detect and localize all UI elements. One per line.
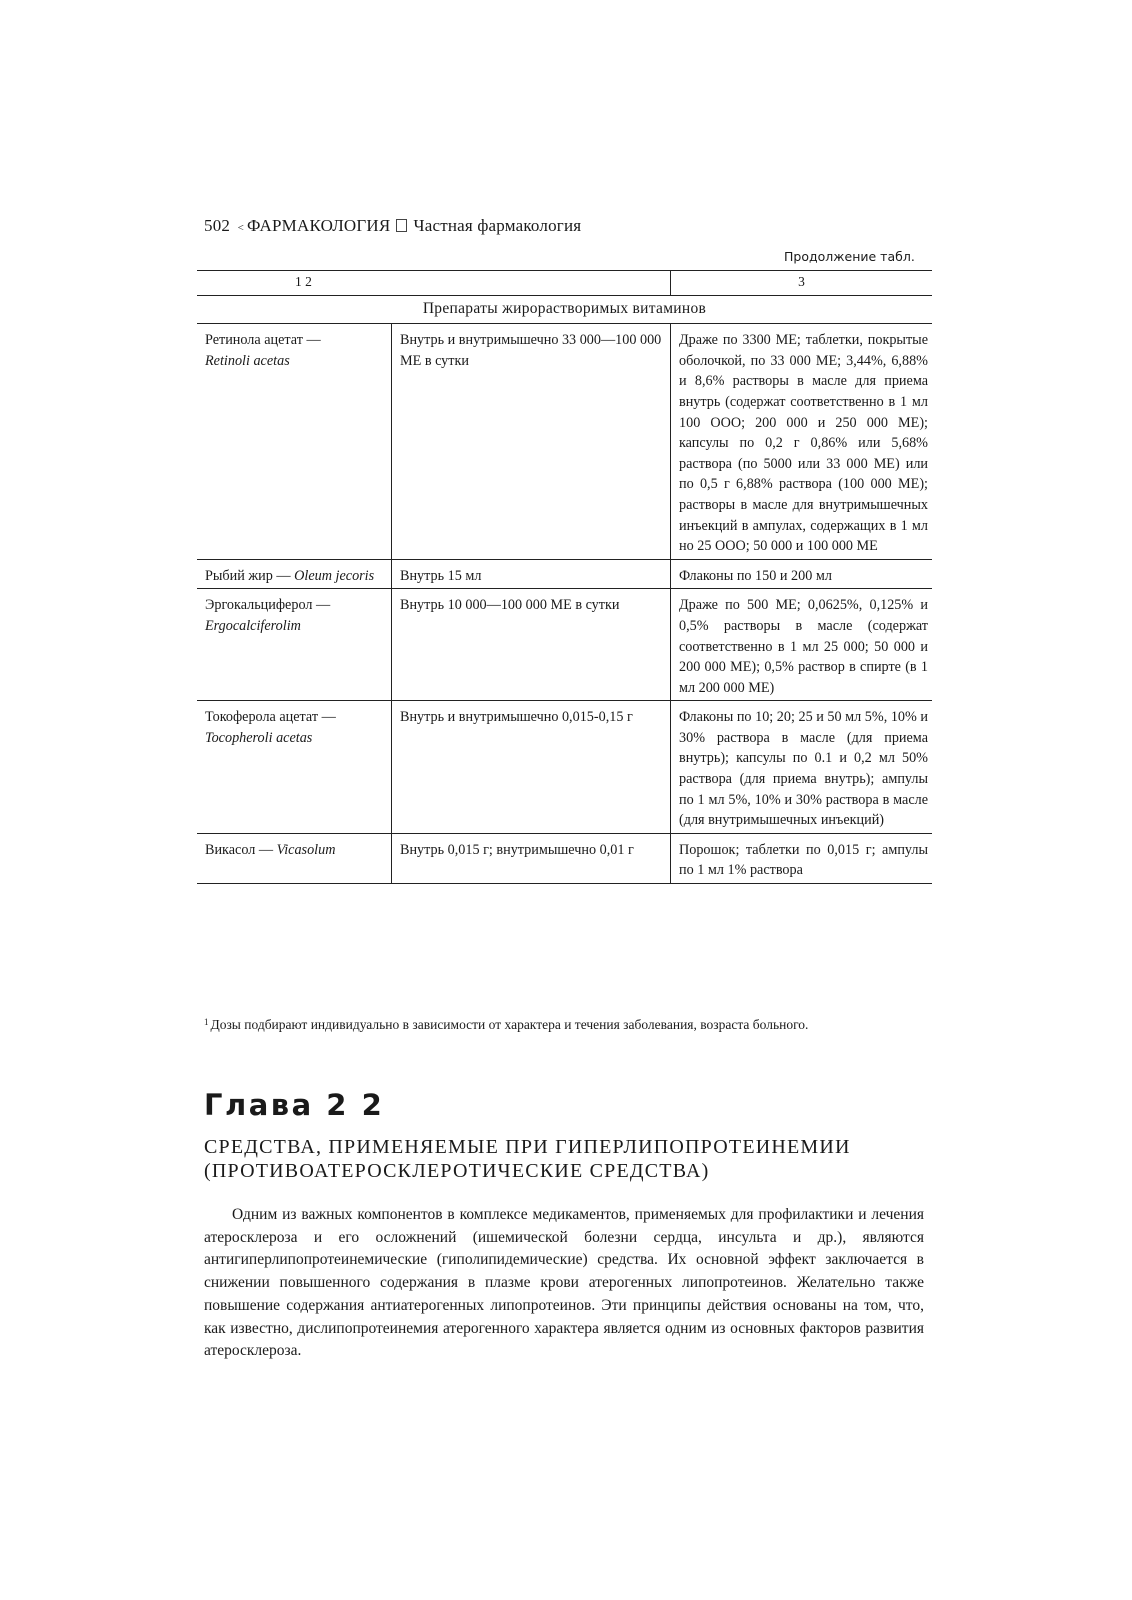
release-forms-cell: Флаконы по 10; 20; 25 и 50 мл 5%, 10% и 30% раствора в масле (для приема внутрь); капсулы по 0.1 и 0,2 мл 50% раствора (для приема внутрь); ампулы по 1 мл 5%, 10% и 30% раствора в масле (для внутримышечных инъекций): [671, 701, 933, 834]
section-title: Частная фармакология: [413, 216, 582, 235]
drug-name-cell: [197, 559, 392, 589]
dosage-cell: Внутрь и внутримышечно 33 000—100 000 МЕ в сутки: [392, 324, 671, 560]
book-title: ФАРМАКОЛОГИЯ: [246, 216, 391, 235]
drug-latin-name: Vicasolum: [276, 841, 336, 858]
drug-latin-name: Tocopheroli acetas: [205, 729, 313, 746]
drug-name: Викасол —: [205, 841, 274, 858]
table-header-row: [197, 271, 932, 296]
body-paragraph: Одним из важных компонентов в комплексе медикаментов, применяемых для профилактики и лечения атеросклероза и его осложнений (ишемической болезни сердца, инсульта и др.), являются антигиперлипопротеинемические (гиполипидемические) средства. Их основной эффект заключается в снижении повышенного содержания в плазме крови атерогенных липопротеинов. Желательно также повышение содержания антиатерогенных липопротеинов. Эти принципы действия основаны на том, что, как известно, дислипопротеинемия атерогенного характера является одним из основных факторов развития атеросклероза.: [204, 1206, 924, 1360]
table-section-row: [197, 295, 932, 324]
release-forms-cell: Флаконы по 150 и 200 мл: [671, 559, 933, 589]
drug-name: Эргокальциферол —: [205, 597, 331, 614]
table-header-col3: 3: [671, 271, 933, 296]
table-row: [197, 833, 932, 883]
drug-latin-name: Ergocalciferolim: [205, 617, 301, 634]
table-row: [197, 324, 932, 560]
footnote-text: Дозы подбирают индивидуально в зависимости от характера и течения заболевания, возраста больного.: [210, 1017, 809, 1032]
running-head: [204, 216, 581, 236]
drug-name-cell: [197, 833, 392, 883]
table-section-title: Препараты жирорастворимых витаминов: [197, 295, 932, 324]
drug-name: Ретинола ацетат —: [205, 332, 321, 349]
drug-name-cell: [197, 324, 392, 560]
dosage-cell: Внутрь 15 мл: [392, 559, 671, 589]
drug-name-cell: [197, 701, 392, 834]
dosage-cell: Внутрь и внутримышечно 0,015-0,15 г: [392, 701, 671, 834]
dosage-cell: Внутрь 10 000—100 000 МЕ в сутки: [392, 589, 671, 701]
table-footnote: [204, 1012, 894, 1035]
drug-latin-name: Oleum jecoris: [294, 567, 375, 584]
page-number: 502: [204, 216, 231, 235]
drug-name-cell: [197, 589, 392, 701]
release-forms-cell: Порошок; таблетки по 0,015 г; ампулы по 1 мл 1% раствора: [671, 833, 933, 883]
table-continuation-note: Продолжение табл.: [784, 249, 915, 264]
footnote-marker: 1: [204, 1017, 209, 1027]
release-forms-cell: Драже по 3300 МЕ; таблетки, покрытые оболочкой, по 33 000 МЕ; 3,44%, 6,88% и 8,6% растворы в масле для приема внутрь (содержат соответственно в 1 мл 100 ООО; 200 000 и 250 000 МЕ); капсулы по 0,2 г 0,86% или 5,68% раствора (по 5000 или 33 000 МЕ) или по 0,5 г 6,88% раствора (100 000 МЕ); растворы в масле для внутримышечных инъекций в ампулах, содержащих в 1 мл но 25 ООО; 50 000 и 100 000 МЕ: [671, 324, 933, 560]
dosage-cell: Внутрь 0,015 г; внутримышечно 0,01 г: [392, 833, 671, 883]
table-row: [197, 589, 932, 701]
square-bullet-icon: [396, 219, 407, 232]
chapter-heading: Глава 2 2: [204, 1088, 385, 1122]
drug-name: Рыбий жир —: [205, 567, 291, 584]
table-row: [197, 701, 932, 834]
vitamins-table: [197, 270, 932, 884]
chapter-title: СРЕДСТВА, ПРИМЕНЯЕМЫЕ ПРИ ГИПЕРЛИПОПРОТЕИНЕМИИ (ПРОТИВОАТЕРОСКЛЕРОТИЧЕСКИЕ СРЕДСТВА): [204, 1136, 851, 1182]
table-row: [197, 559, 932, 589]
release-forms-cell: Драже по 500 МЕ; 0,0625%, 0,125% и 0,5% растворы в масле (содержат соответственно в 1 мл 25 000; 50 000 и 200 000 МЕ); 0,5% раствор в спирте (в 1 мл 200 000 МЕ): [671, 589, 933, 701]
table-header-col12: 1 2: [197, 271, 671, 296]
running-head-separator: <: [237, 222, 244, 234]
drug-latin-name: Retinoli acetas: [205, 352, 290, 369]
drug-name: Токоферола ацетат —: [205, 709, 336, 726]
